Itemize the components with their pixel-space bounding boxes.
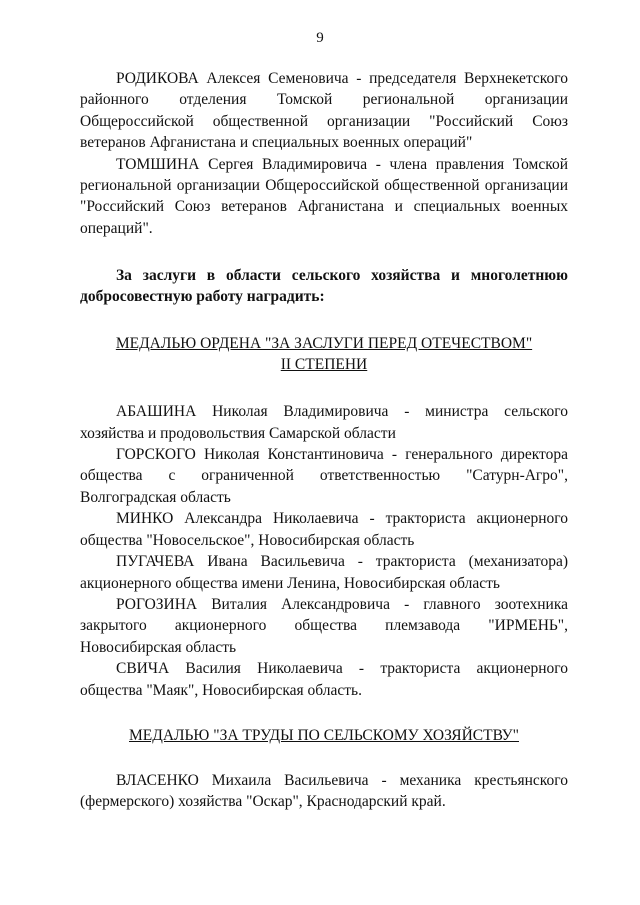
page-number: 9 [316, 30, 324, 46]
recipient-paragraph: ГОРСКОГО Николая Константиновича - генерального директора общества с ограниченной ответственностью "Сатурн-Агро", Волгоградская область [80, 446, 568, 506]
recipient-paragraph: МИНКО Александра Николаевича - тракториста акционерного общества "Новосельское", Новосибирская область [80, 510, 568, 549]
intro-paragraph: РОДИКОВА Алексея Семеновича - председателя Верхнекетского районного отделения Томской региональной организации Общероссийской общественной организации "Российский Союз ветеранов Афганистана и специальных военных операций" [80, 70, 568, 152]
document-body [80, 68, 568, 813]
recipient-paragraph: СВИЧА Василия Николаевича - тракториста акционерного общества "Маяк", Новосибирская область. [80, 660, 568, 699]
award-heading-line: МЕДАЛЬЮ ОРДЕНА "ЗА ЗАСЛУГИ ПЕРЕД ОТЕЧЕСТВОМ" [115, 335, 533, 353]
award-heading-agriculture-medal: МЕДАЛЬЮ "ЗА ТРУДЫ ПО СЕЛЬСКОМУ ХОЗЯЙСТВУ" [129, 726, 519, 744]
recipient-paragraph: ПУГАЧЕВА Ивана Васильевича - тракториста (механизатора) акционерного общества имени Ленина, Новосибирская область [80, 553, 568, 592]
recipient-paragraph: ВЛАСЕНКО Михаила Васильевича - механика крестьянского (фермерского) хозяйства "Оскар", Краснодарский край. [80, 771, 568, 811]
recipient-paragraph: РОГОЗИНА Виталия Александровича - главного зоотехника закрытого акционерного общества племзавода "ИРМЕНЬ", Новосибирская область [80, 595, 568, 656]
recipient-paragraph: АБАШИНА Николая Владимировича - министра сельского хозяйства и продовольствия Самарской области [80, 403, 568, 442]
decree-statement: За заслуги в области сельского хозяйства и многолетнюю добросовестную работу наградить: [80, 267, 568, 306]
award-heading-order-medal [80, 333, 568, 375]
award-heading-line: II СТЕПЕНИ [280, 356, 368, 374]
intro-paragraph: ТОМШИНА Сергея Владимировича - члена правления Томской региональной организации Общероссийской общественной организации "Российский Союз ветеранов Афганистана и специальных военных операций". [80, 155, 568, 237]
